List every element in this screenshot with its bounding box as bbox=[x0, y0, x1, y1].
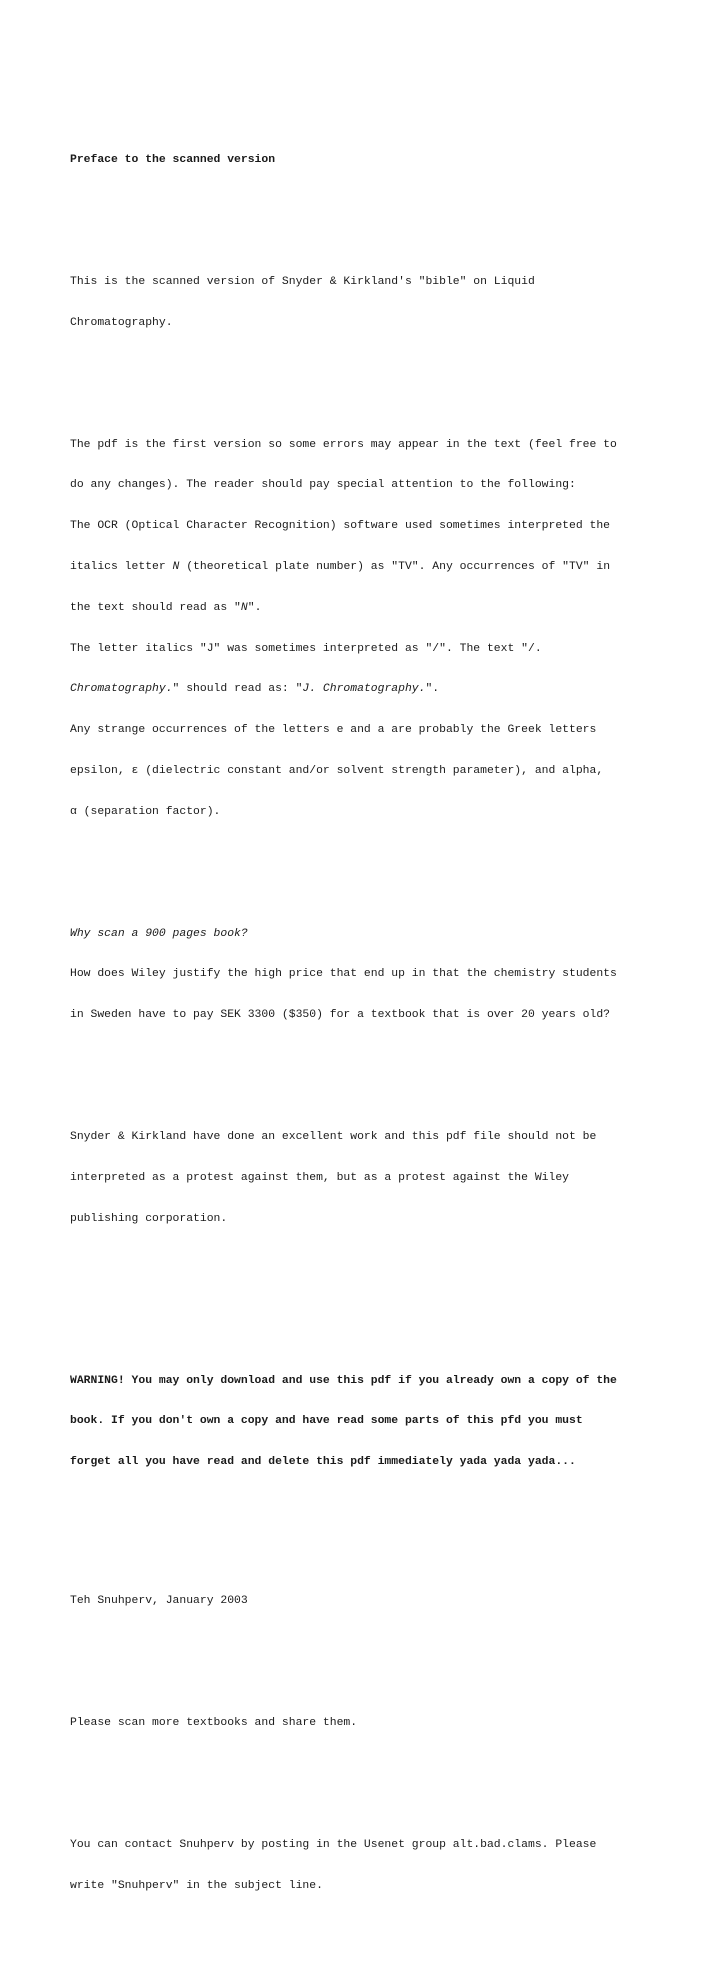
signature-paragraph bbox=[70, 1568, 670, 1636]
contact-line-2: write "Snuhperv" in the subject line. bbox=[70, 1879, 323, 1892]
errata-line-4-a: italics letter bbox=[70, 560, 173, 573]
errata-line-5 bbox=[70, 602, 670, 616]
errata-line-4-c: (theoretical plate number) as "TV". Any occurrences of "TV" in bbox=[179, 560, 611, 573]
intro-paragraph bbox=[70, 249, 670, 358]
errata-line-9: epsilon, ε (dielectric constant and/or solvent strength parameter), and alpha, bbox=[70, 764, 604, 777]
errata-line-7-b: " should read as: " bbox=[172, 683, 303, 696]
warning-line-3: forget all you have read and delete this pdf immediately yada yada yada... bbox=[70, 1456, 576, 1469]
errata-line-10: α (separation factor). bbox=[70, 805, 221, 818]
contact-line-1: You can contact Snuhperv by posting in the Usenet group alt.bad.clams. Please bbox=[70, 1838, 597, 1851]
signature-line: Teh Snuhperv, January 2003 bbox=[70, 1594, 248, 1607]
protest-line-1: Snyder & Kirkland have done an excellent work and this pdf file should not be bbox=[70, 1131, 597, 1144]
price-question: Why scan a 900 pages book? bbox=[70, 927, 248, 940]
scan-request-line: Please scan more textbooks and share them. bbox=[70, 1716, 358, 1729]
errata-line-6: The letter italics "J" was sometimes interpreted as "/". The text "/. bbox=[70, 642, 542, 655]
price-line-3: in Sweden have to pay SEK 3300 ($350) for a textbook that is over 20 years old? bbox=[70, 1009, 611, 1022]
intro-line-2: Chromatography. bbox=[70, 316, 173, 329]
warning-line-2: book. If you don't own a copy and have read some parts of this pfd you must bbox=[70, 1415, 583, 1428]
errata-line-3: The OCR (Optical Character Recognition) software used sometimes interpreted the bbox=[70, 520, 611, 533]
errata-line-7-d: ". bbox=[425, 683, 440, 696]
errata-line-8: Any strange occurrences of the letters e and a are probably the Greek letters bbox=[70, 724, 597, 737]
italic-j-chromatography: J. Chromatography. bbox=[302, 683, 426, 696]
errata-line-7 bbox=[70, 683, 670, 697]
preface-title-text: Preface to the scanned version bbox=[70, 153, 276, 166]
preface-title bbox=[70, 127, 670, 195]
contact-paragraph bbox=[70, 1812, 670, 1921]
italic-n-2: N bbox=[240, 601, 248, 614]
warning-paragraph bbox=[70, 1347, 670, 1497]
price-line-2: How does Wiley justify the high price that end up in that the chemistry students bbox=[70, 968, 617, 981]
price-paragraph bbox=[70, 900, 670, 1050]
errata-line-5-c: ". bbox=[247, 601, 262, 614]
warning-line-1: WARNING! You may only download and use this pdf if you already own a copy of the bbox=[70, 1374, 617, 1387]
document-page bbox=[70, 86, 670, 1961]
errata-paragraph bbox=[70, 411, 670, 846]
errata-line-2: do any changes). The reader should pay special attention to the following: bbox=[70, 479, 576, 492]
errata-line-4 bbox=[70, 561, 670, 575]
errata-line-5-a: the text should read as " bbox=[70, 601, 241, 614]
protest-paragraph bbox=[70, 1104, 670, 1254]
protest-line-2: interpreted as a protest against them, but as a protest against the Wiley bbox=[70, 1171, 569, 1184]
italic-chromatography-1: Chromatography. bbox=[70, 683, 173, 696]
errata-line-1: The pdf is the first version so some errors may appear in the text (feel free to bbox=[70, 438, 617, 451]
intro-line-1: This is the scanned version of Snyder & Kirkland's "bible" on Liquid bbox=[70, 275, 535, 288]
italic-n-1: N bbox=[172, 560, 180, 573]
scan-request-paragraph bbox=[70, 1690, 670, 1758]
protest-line-3: publishing corporation. bbox=[70, 1212, 228, 1225]
